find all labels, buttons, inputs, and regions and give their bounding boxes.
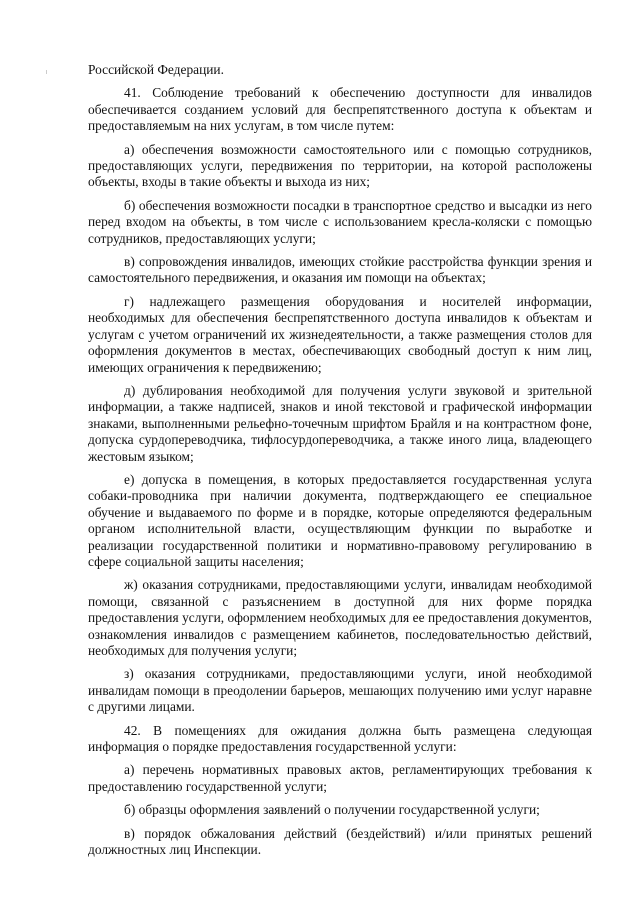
paragraph-41-zh: ж) оказания сотрудниками, предоставляющими услуги, инвалидам необходимой помощи, связанной с разъяснением в доступной для них форме порядка предоставления услуги, оформлением необходимых для ее предоставления документов, ознакомления инвалидов с размещением кабинетов, последовательностью действий, необходимых для получения услуги; xyxy=(88,577,592,658)
paragraph-42: 42. В помещениях для ожидания должна быть размещена следующая информация о порядке предоставления государственной услуги: xyxy=(88,722,592,755)
paragraph-41-e: е) допуска в помещения, в которых предоставляется государственная услуга собаки-проводника при наличии документа, подтверждающего ее специальное обучение и выдаваемого по форме и в порядке, которые определяются федеральным органом исполнительной власти, осуществляющим функции по выработке и реализации государственной политики и нормативно-правовому регулированию в сфере социальной защиты населения; xyxy=(88,471,592,569)
paragraph-42-b: б) образцы оформления заявлений о получении государственной услуги; xyxy=(124,802,540,818)
paragraph-42-v: в) порядок обжалования действий (бездействий) и/или принятых решений должностных лиц Инспекции. xyxy=(88,825,592,858)
document-body xyxy=(88,62,592,865)
scan-artifact xyxy=(46,70,47,74)
paragraph-41-v: в) сопровождения инвалидов, имеющих стойкие расстройства функции зрения и самостоятельного передвижения, и оказания им помощи на объектах; xyxy=(88,254,592,286)
paragraph-41-g: г) надлежащего размещения оборудования и носителей информации, необходимых для обеспечения беспрепятственного доступа инвалидов к объектам и услугам с учетом ограничений их жизнедеятельности, а также размещения столов для оформления документов в местах, обеспечивающих свободный доступ к ним лиц, имеющих ограничения к передвижению; xyxy=(88,293,592,375)
paragraph-41-a: а) обеспечения возможности самостоятельного или с помощью сотрудников, предоставляющих услуги, передвижения по территории, на которой расположены объекты, входы в такие объекты и выхода из них; xyxy=(88,141,592,190)
paragraph-42-a: а) перечень нормативных правовых актов, регламентирующих требования к предоставлению государственной услуги; xyxy=(88,762,592,794)
paragraph-41-z: з) оказания сотрудниками, предоставляющими услуги, иной необходимой инвалидам помощи в преодолении барьеров, мешающих получению ими услуг наравне с другими лицами. xyxy=(88,666,592,715)
paragraph-41-d: д) дублирования необходимой для получения услуги звуковой и зрительной информации, а также надписей, знаков и иной текстовой и графической информации знаками, выполненными рельефно-точечным шрифтом Брайля и на контрастном фоне, допуска сурдопереводчика, тифлосурдопереводчика, а также иного лица, владеющего жестовым языком; xyxy=(88,382,592,464)
paragraph-41: 41. Соблюдение требований к обеспечению доступности для инвалидов обеспечивается созданием условий для беспрепятственного доступа к объектам и предоставляемым на них услугам, в том числе путем: xyxy=(88,85,592,134)
paragraph-41-b: б) обеспечения возможности посадки в транспортное средство и высадки из него перед входом на объекты, в том числе с использованием кресла-коляски с помощью сотрудников, предоставляющих услуги; xyxy=(88,197,592,246)
paragraph-continuation: Российской Федерации. xyxy=(88,62,224,77)
